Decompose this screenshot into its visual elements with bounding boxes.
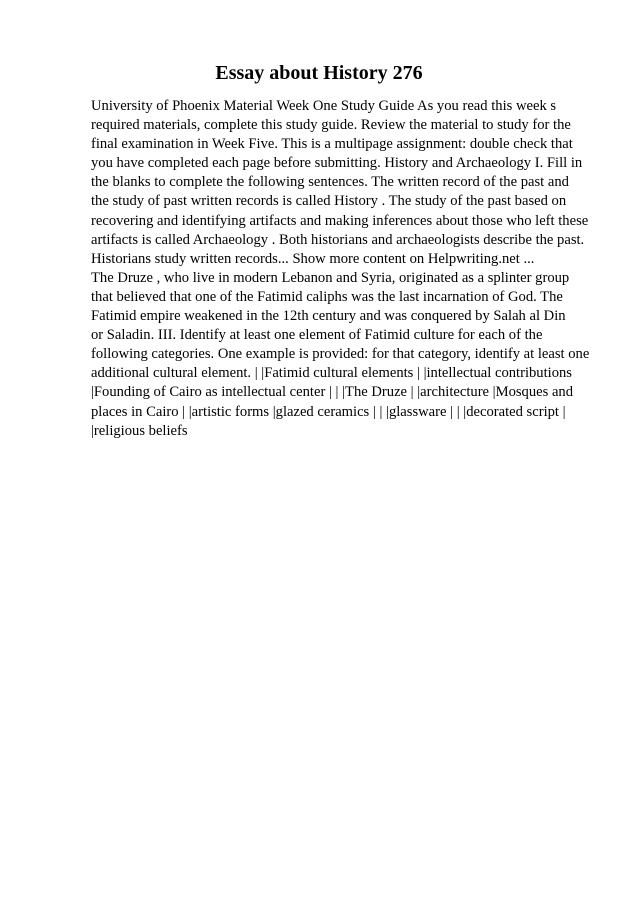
text-line: Historians study written records... Show more content on Helpwriting.net ...: [91, 250, 535, 267]
text-line: final examination in Week Five. This is a multipage assignment: double check that: [91, 136, 573, 153]
essay-body: [91, 97, 611, 441]
text-line: University of Phoenix Material Week One Study Guide As you read this week s: [91, 98, 557, 114]
text-line: that believed that one of the Fatimid caliphs was the last incarnation of God. The: [91, 288, 563, 305]
page-title: Essay about History 276: [215, 62, 423, 84]
text-line: following categories. One example is provided: for that category, identify at least one: [91, 346, 590, 363]
text-line: you have completed each page before submitting. History and Archaeology I. Fill in: [91, 155, 583, 172]
text-line: additional cultural element. | |Fatimid cultural elements | |intellectual contributions: [91, 365, 572, 382]
text-line: places in Cairo | |artistic forms |glazed ceramics | | |glassware | | |decorated script |: [91, 403, 566, 420]
text-line: |Founding of Cairo as intellectual center | | |The Druze | |architecture |Mosques and: [91, 384, 574, 401]
text-line: the study of past written records is called History . The study of the past based on: [91, 193, 567, 210]
text-line: artifacts is called Archaeology . Both historians and archaeologists describe the past.: [91, 231, 585, 248]
text-line: recovering and identifying artifacts and making inferences about those who left these: [91, 212, 589, 229]
text-line: Fatimid empire weakened in the 12th century and was conquered by Salah al Din: [91, 308, 566, 325]
text-line: the blanks to complete the following sentences. The written record of the past and: [91, 174, 569, 191]
text-line: or Saladin. III. Identify at least one element of Fatimid culture for each of the: [91, 327, 543, 344]
text-line: |religious beliefs: [91, 422, 188, 439]
text-line: required materials, complete this study guide. Review the material to study for the: [91, 117, 571, 134]
text-line: The Druze , who live in modern Lebanon and Syria, originated as a splinter group: [91, 269, 570, 286]
